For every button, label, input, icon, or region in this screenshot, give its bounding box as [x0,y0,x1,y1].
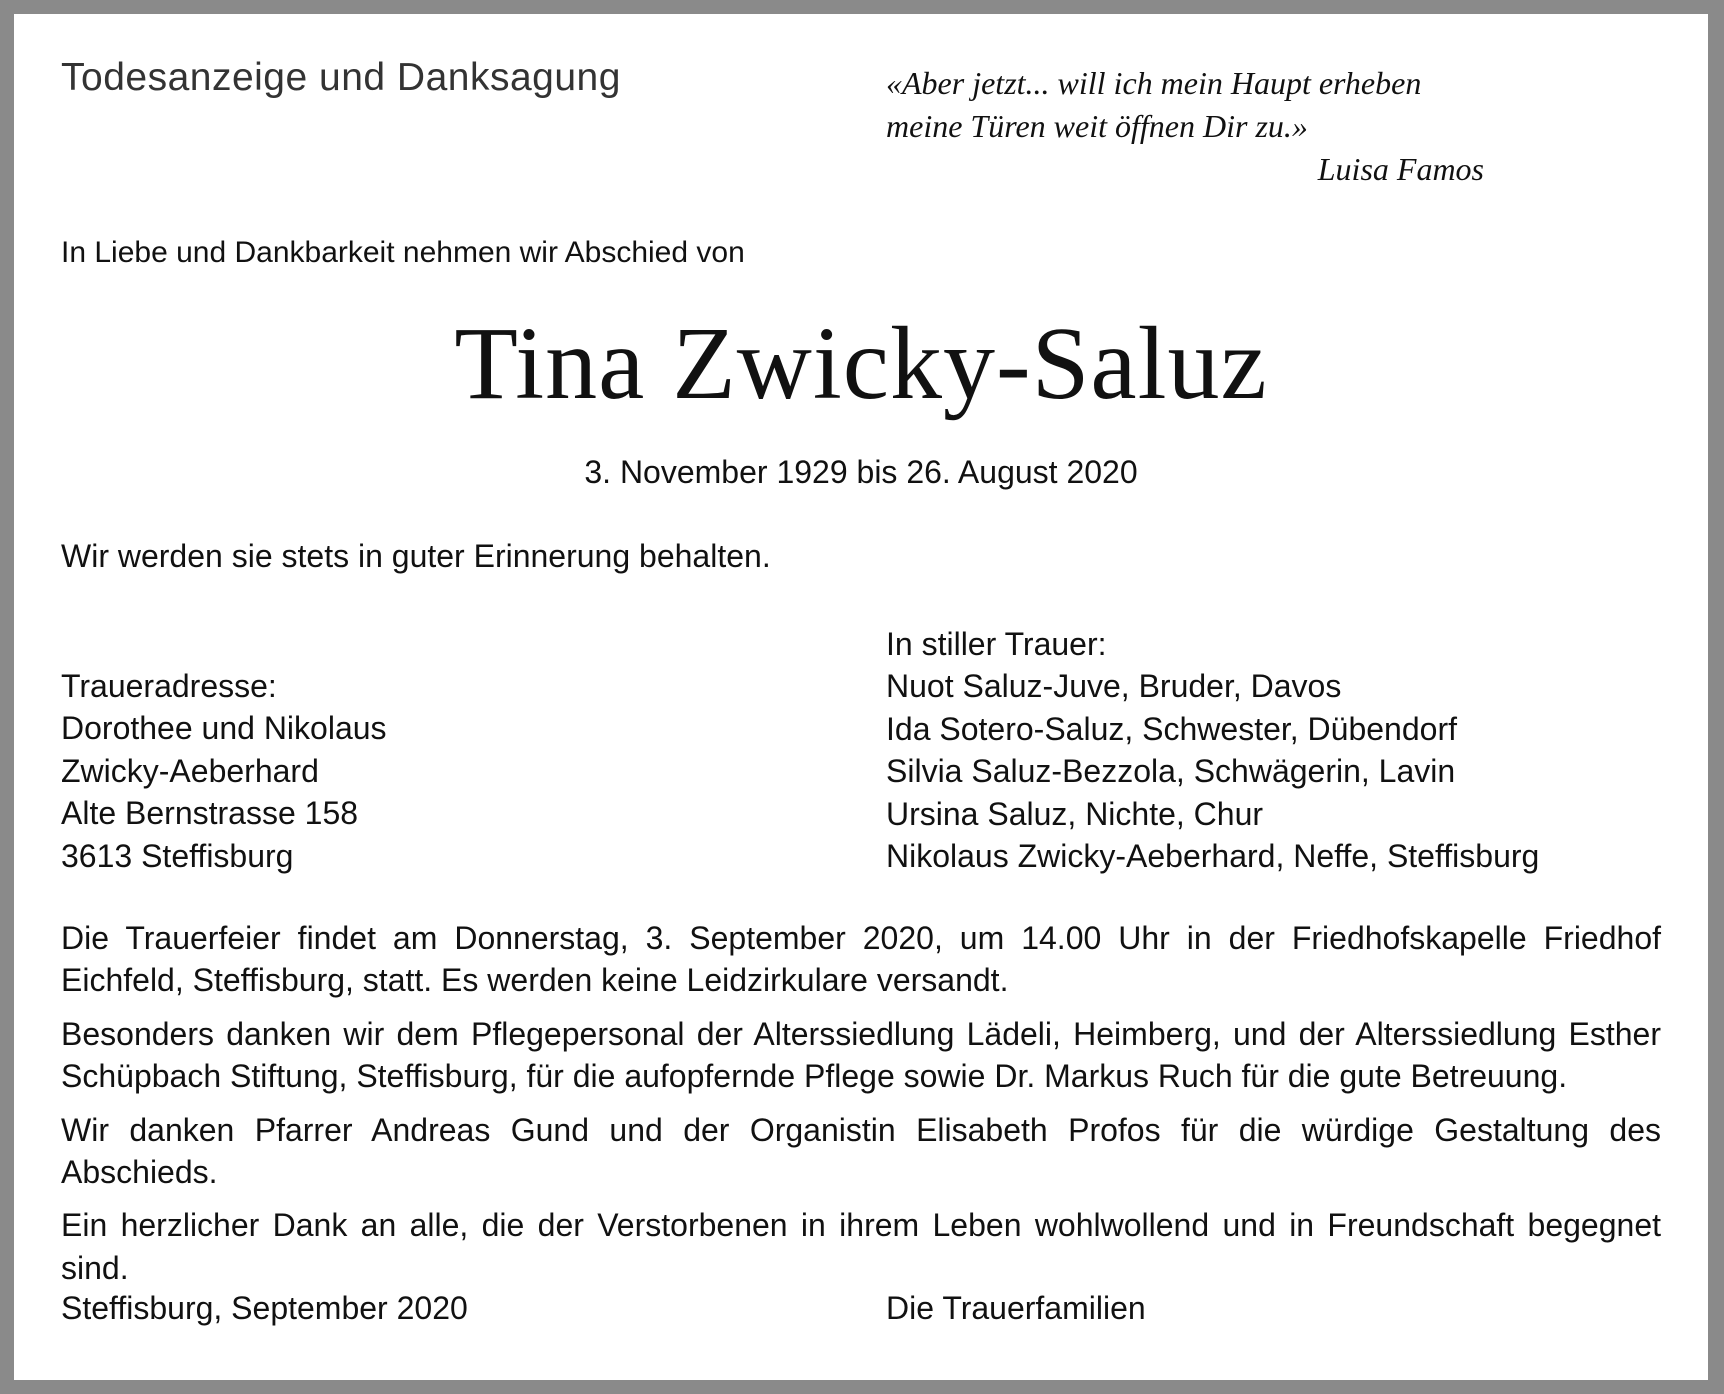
signature: Die Trauerfamilien [886,1290,1146,1326]
intro-line: In Liebe und Dankbarkeit nehmen wir Abschied von [61,236,745,269]
mourning-address [61,665,387,877]
quote-block [886,62,1484,191]
deceased-name: Tina Zwicky-Saluz [454,306,1268,421]
notice-body [61,917,1661,1300]
funeral-paragraph: Die Trauerfeier findet am Donnerstag, 3. September 2020, um 14.00 Uhr in der Friedhofskapelle Friedhof Eichfeld, Steffisburg, statt. Es werden keine Leidzirkulare versandt. [61,920,1661,999]
obituary-notice [14,14,1708,1380]
mourner-entry: Nuot Saluz-Juve, Bruder, Davos [886,668,1342,705]
address-line: Zwicky-Aeberhard [61,752,319,789]
place-date: Steffisburg, September 2020 [61,1290,468,1326]
thanks-all-paragraph: Ein herzlicher Dank an alle, die der Verstorbenen in ihrem Leben wohlwollend und in Freundschaft begegnet sind. [61,1207,1661,1286]
address-line: Alte Bernstrasse 158 [61,795,359,832]
mourning-address-heading: Traueradresse: [61,668,277,704]
quote-author: Luisa Famos [1317,151,1484,187]
memory-line: Wir werden sie stets in guter Erinnerung behalten. [61,538,771,574]
quote-line-2: meine Türen weit öffnen Dir zu.» [886,108,1308,144]
thanks-ceremony-paragraph: Wir danken Pfarrer Andreas Gund und der Organistin Elisabeth Profos für die würdige Gestaltung des Abschieds. [61,1111,1661,1191]
mourner-entry: Silvia Saluz-Bezzola, Schwägerin, Lavin [886,753,1456,790]
mourners-heading: In stiller Trauer: [886,626,1107,662]
address-line: 3613 Steffisburg [61,837,294,874]
life-dates: 3. November 1929 bis 26. August 2020 [584,454,1138,490]
thanks-care-paragraph: Besonders danken wir dem Pflegepersonal der Alterssiedlung Lädeli, Heimberg, und der Alterssiedlung Esther Schüpbach Stiftung, Steffisburg, für die aufopfernde Pflege sowie Dr. Markus Ruch für die gute Betreuung. [61,1015,1661,1095]
notice-title: Todesanzeige und Danksagung [61,56,621,99]
address-line: Dorothee und Nikolaus [61,710,387,747]
quote-line-1: «Aber jetzt... will ich mein Haupt erheben [886,65,1422,101]
mourner-entry: Ida Sotero-Saluz, Schwester, Dübendorf [886,710,1457,747]
mourners-list [886,623,1539,877]
mourner-entry: Ursina Saluz, Nichte, Chur [886,795,1264,832]
mourner-entry: Nikolaus Zwicky-Aeberhard, Neffe, Steffisburg [886,838,1540,875]
